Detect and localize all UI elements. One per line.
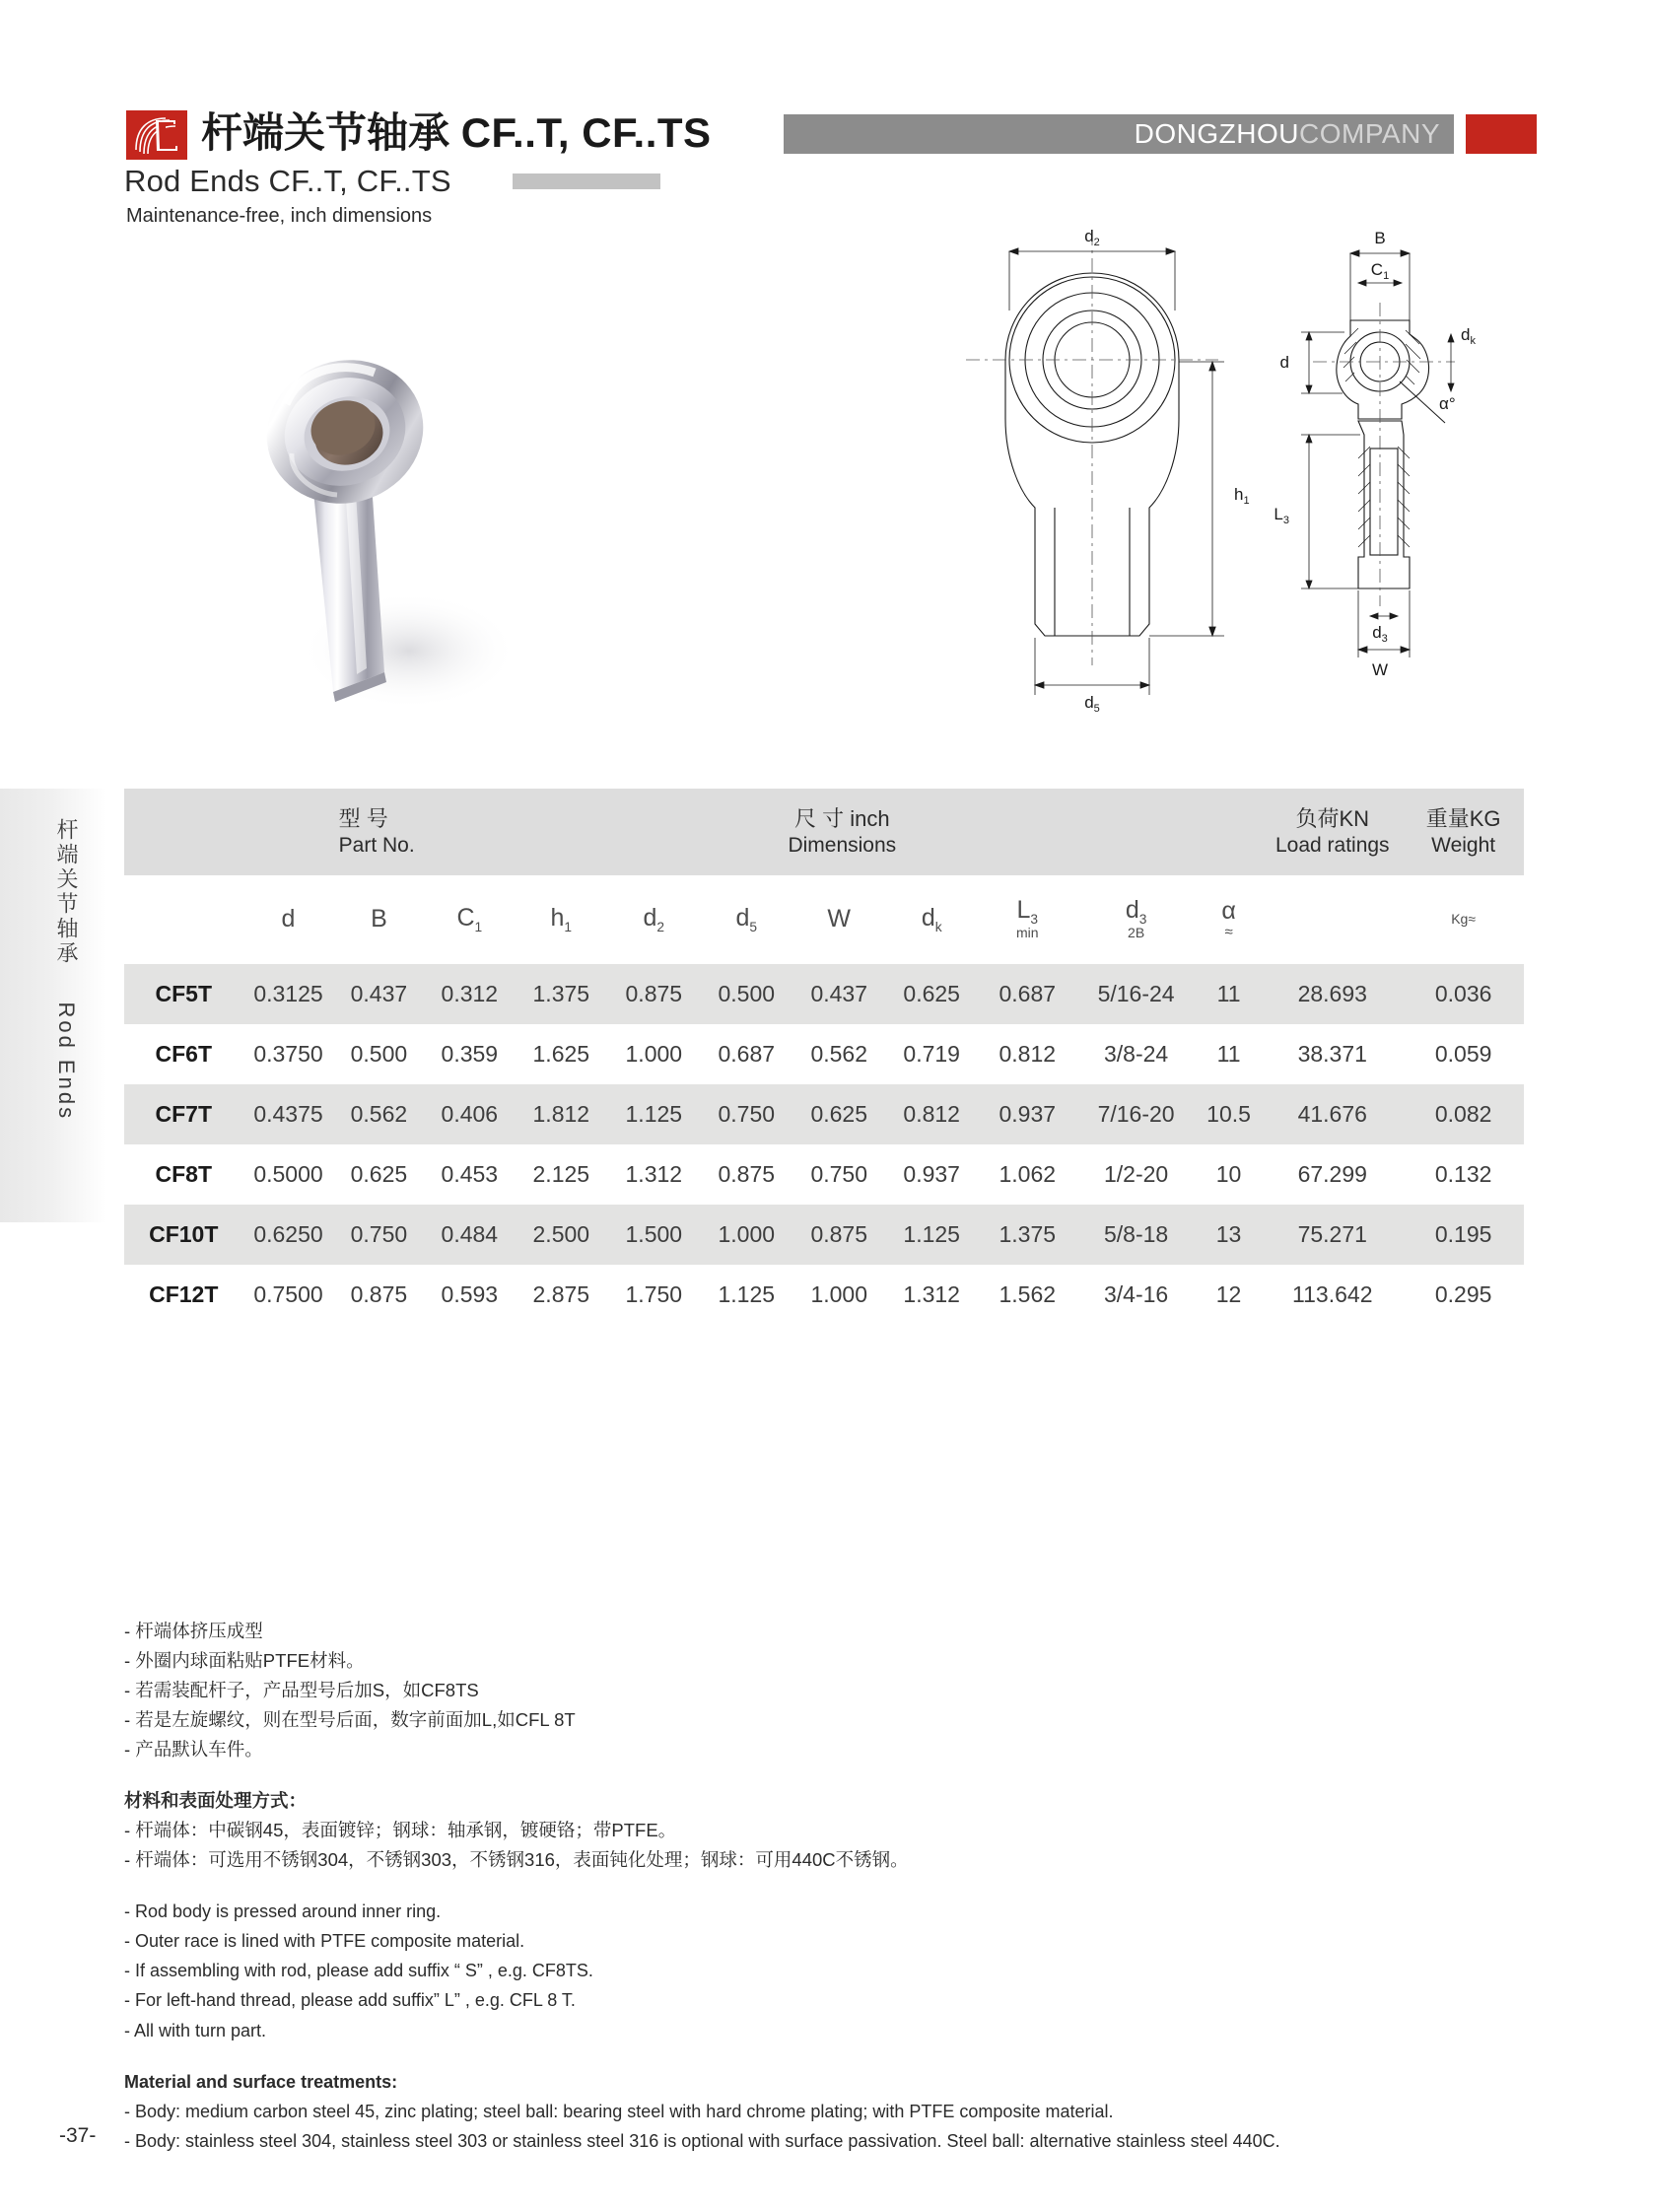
group-header-partno-en: Part No. <box>338 833 415 857</box>
cell-alpha: 10.5 <box>1206 1101 1251 1127</box>
page-number: -37- <box>59 2124 97 2147</box>
symbol-W: W <box>827 905 852 933</box>
symbol-alpha-approx: ≈ <box>1224 924 1233 941</box>
symbol-cell-load <box>1262 875 1403 964</box>
cell-L3: 1.562 <box>999 1281 1057 1307</box>
cell-B: 0.437 <box>350 981 408 1006</box>
note-en-mat-1: - Body: medium carbon steel 45, zinc plating; steel ball: bearing steel with hard chrome plating; with PTFE composite material. <box>124 2102 1114 2122</box>
cell-weight: 0.195 <box>1434 1221 1492 1247</box>
notes-spacer-2 <box>124 2045 1524 2067</box>
cell-alpha: 12 <box>1215 1281 1242 1307</box>
cell-d: 0.3750 <box>253 1041 323 1067</box>
cell-weight: 0.059 <box>1434 1041 1492 1067</box>
cell-L3: 0.812 <box>999 1041 1057 1067</box>
symbol-cell-weight <box>1403 875 1524 964</box>
symbol-cell-h1 <box>515 875 607 964</box>
symbol-d3-under: 2B <box>1128 925 1145 941</box>
cell-W: 0.437 <box>810 981 868 1006</box>
cell-dk: 0.812 <box>903 1101 960 1127</box>
brand-name <box>1135 118 1440 150</box>
group-header-weight-en: Weight <box>1431 833 1496 857</box>
note-en-heading: Material and surface treatments: <box>124 2071 398 2092</box>
notes-spacer <box>124 1875 1524 1897</box>
page-title-cn <box>201 101 712 160</box>
note-en-5: - All with turn part. <box>124 2020 267 2040</box>
technical-drawings <box>946 212 1518 764</box>
symbol-cell-d <box>243 875 334 964</box>
note-cn-4: - 若是左旋螺纹，则在型号后面，数字前面加L,如CFL 8T <box>124 1708 576 1730</box>
note-cn-3: - 若需装配杆子，产品型号后加S，如CF8TS <box>124 1679 479 1700</box>
cell-dk: 0.625 <box>903 981 960 1006</box>
section-tab-label <box>51 818 82 1121</box>
table-symbol-header-row <box>124 875 1524 964</box>
symbol-d5: d <box>735 903 750 932</box>
svg-text:d: d <box>1279 353 1289 372</box>
cell-d5: 0.687 <box>718 1041 776 1067</box>
cell-d3: 7/16-20 <box>1097 1101 1175 1127</box>
symbol-cell-d3 <box>1076 875 1196 964</box>
page-title-en: Rod Ends CF..T, CF..TS <box>124 164 451 198</box>
cell-d3: 5/8-18 <box>1103 1221 1169 1247</box>
cell-d3: 3/4-16 <box>1103 1281 1169 1307</box>
title-code: CF..T, CF..TS <box>460 109 712 156</box>
cell-L3: 0.687 <box>999 981 1057 1006</box>
cell-W: 1.000 <box>810 1281 868 1307</box>
cell-W: 0.875 <box>810 1221 868 1247</box>
svg-text:d2: $d_2$ <box>1084 227 1100 248</box>
cell-C1: 0.312 <box>441 981 499 1006</box>
brand-name-primary: DONGZHOU <box>1134 118 1299 149</box>
symbol-cell-C1 <box>424 875 515 964</box>
cell-d2: 1.500 <box>625 1221 683 1247</box>
cell-dk: 1.312 <box>903 1281 960 1307</box>
table-row[interactable] <box>124 964 1524 1024</box>
cell-d5: 1.125 <box>718 1281 776 1307</box>
cell-B: 0.562 <box>350 1101 408 1127</box>
product-photo <box>227 325 522 739</box>
note-en-3: - If assembling with rod, please add suffix “ S” , e.g. CF8TS. <box>124 1961 593 1981</box>
symbol-cell-d5 <box>700 875 792 964</box>
symbol-alpha: α <box>1221 896 1236 925</box>
table-group-header-row <box>124 789 1524 875</box>
symbol-cell-B <box>333 875 424 964</box>
group-header-spacer <box>1076 789 1262 875</box>
group-header-partno <box>124 789 607 875</box>
group-header-dimensions <box>607 789 1076 875</box>
cell-L3: 1.375 <box>999 1221 1057 1247</box>
section-tab <box>0 789 106 1222</box>
cell-h1: 1.625 <box>532 1041 590 1067</box>
note-en-4: - For left-hand thread, please add suffix” L” , e.g. CFL 8 T. <box>124 1990 576 2011</box>
cell-d5: 0.875 <box>718 1161 776 1187</box>
cell-h1: 2.125 <box>532 1161 590 1187</box>
symbol-cell-d2 <box>607 875 700 964</box>
symbol-C: C <box>456 903 475 932</box>
note-cn-mat-1: - 杆端体：中碳钢45，表面镀锌；钢球：轴承钢，镀硬铬；带PTFE。 <box>124 1819 677 1840</box>
cell-d: 0.3125 <box>253 981 323 1006</box>
brand-bar <box>784 114 1454 154</box>
group-header-load-en: Load ratings <box>1274 833 1390 857</box>
svg-text:dk: $d_k$ <box>1461 325 1476 347</box>
svg-text:C1: $C_1$ <box>1370 260 1390 282</box>
cell-C1: 0.359 <box>441 1041 499 1067</box>
cell-B: 0.875 <box>350 1281 408 1307</box>
cell-load: 75.271 <box>1297 1221 1367 1247</box>
table-row[interactable] <box>124 1024 1524 1084</box>
table-body <box>124 964 1524 1325</box>
section-tab-label-en: Rod Ends <box>54 1002 79 1122</box>
table-row[interactable] <box>124 1265 1524 1325</box>
section-tab-label-cn: 杆端关节轴承 <box>54 818 79 966</box>
group-header-partno-cn: 型 号 <box>338 806 388 832</box>
cell-alpha: 11 <box>1216 1041 1241 1067</box>
note-cn-5: - 产品默认车件。 <box>124 1738 263 1760</box>
cell-weight: 0.132 <box>1434 1161 1492 1187</box>
symbol-d3-sub: 3 <box>1138 911 1147 927</box>
cell-h1: 1.812 <box>532 1101 590 1127</box>
cell-d: 0.7500 <box>253 1281 323 1307</box>
cell-load: 41.676 <box>1297 1101 1367 1127</box>
symbol-cell-blank <box>124 875 243 964</box>
symbol-h: h <box>550 903 565 932</box>
cell-dk: 1.125 <box>903 1221 960 1247</box>
title-underline-bar <box>513 173 660 189</box>
symbol-B: B <box>371 905 387 933</box>
symbol-L: L <box>1016 895 1031 924</box>
symbol-cell-alpha <box>1196 875 1262 964</box>
cell-d2: 1.312 <box>625 1161 683 1187</box>
note-en-1: - Rod body is pressed around inner ring. <box>124 1901 442 1921</box>
brand-accent-block <box>1466 114 1537 154</box>
cell-d2: 1.750 <box>625 1281 683 1307</box>
cell-d: 0.6250 <box>253 1221 323 1247</box>
cell-weight: 0.295 <box>1434 1281 1492 1307</box>
symbol-dk-sub: k <box>934 919 942 934</box>
cell-B: 0.625 <box>350 1161 408 1187</box>
svg-text:α°: α° <box>1439 394 1456 413</box>
cell-d5: 0.750 <box>718 1101 776 1127</box>
symbol-d2: d <box>643 903 657 932</box>
cell-d: 0.5000 <box>253 1161 323 1187</box>
cell-W: 0.625 <box>810 1101 868 1127</box>
dongzhou-logo-icon <box>126 110 187 160</box>
cell-dk: 0.719 <box>903 1041 960 1067</box>
symbol-h-sub: 1 <box>564 919 573 934</box>
cell-W: 0.562 <box>810 1041 868 1067</box>
cell-load: 38.371 <box>1297 1041 1367 1067</box>
cell-part-no: CF12T <box>149 1281 219 1307</box>
note-cn-2: - 外圈内球面粘贴PTFE材料。 <box>124 1649 365 1671</box>
cell-alpha: 10 <box>1215 1161 1242 1187</box>
cell-load: 28.693 <box>1297 981 1367 1006</box>
cell-load: 67.299 <box>1297 1161 1367 1187</box>
svg-text:d5: $d_5$ <box>1084 693 1100 715</box>
table-row[interactable] <box>124 1084 1524 1144</box>
svg-text:L3: $L_3$ <box>1274 505 1289 526</box>
note-cn-heading: 材料和表面处理方式： <box>124 1789 308 1811</box>
symbol-cell-L3 <box>978 875 1076 964</box>
symbol-d3: d <box>1125 895 1139 924</box>
cell-d5: 1.000 <box>718 1221 776 1247</box>
svg-text:W: W <box>1371 660 1389 679</box>
cell-d2: 1.125 <box>625 1101 683 1127</box>
symbol-L-sub: 3 <box>1030 911 1039 927</box>
cell-alpha: 11 <box>1216 981 1241 1006</box>
cell-part-no: CF6T <box>155 1041 213 1067</box>
cell-d5: 0.500 <box>718 981 776 1006</box>
note-cn-1: - 杆端体挤压成型 <box>124 1621 263 1641</box>
note-cn-mat-2: - 杆端体：可选用不锈钢304，不锈钢303，不锈钢316，表面钝化处理；钢球：可用440C不锈钢。 <box>124 1848 909 1870</box>
svg-text:h1: $h_1$ <box>1234 485 1250 507</box>
cell-d2: 0.875 <box>625 981 683 1006</box>
cell-W: 0.750 <box>810 1161 868 1187</box>
cell-d: 0.4375 <box>253 1101 323 1127</box>
cell-h1: 1.375 <box>532 981 590 1006</box>
svg-text:B: B <box>1374 229 1386 247</box>
cell-B: 0.500 <box>350 1041 408 1067</box>
group-header-load-ratings <box>1262 789 1403 875</box>
symbol-weight-unit: Kg≈ <box>1451 911 1477 927</box>
cell-dk: 0.937 <box>903 1161 960 1187</box>
cell-L3: 0.937 <box>999 1101 1057 1127</box>
symbol-d2-sub: 2 <box>656 919 665 934</box>
page-subtitle-en: Maintenance-free, inch dimensions <box>126 205 433 227</box>
specification-table <box>124 789 1524 1325</box>
cell-weight: 0.082 <box>1434 1101 1492 1127</box>
notes-section <box>124 1617 1524 2157</box>
symbol-L-under: min <box>1015 925 1039 941</box>
symbol-C-sub: 1 <box>474 919 483 934</box>
cell-B: 0.750 <box>350 1221 408 1247</box>
group-header-dimensions-en: Dimensions <box>788 833 897 857</box>
group-header-weight <box>1403 789 1524 875</box>
group-header-dimensions-cn: 尺 寸 inch <box>794 806 890 832</box>
cell-C1: 0.484 <box>441 1221 499 1247</box>
table-row[interactable] <box>124 1144 1524 1205</box>
cell-weight: 0.036 <box>1434 981 1492 1006</box>
table-row[interactable] <box>124 1205 1524 1265</box>
svg-text:d3: $d_3$ <box>1372 623 1388 645</box>
cell-d3: 1/2-20 <box>1103 1161 1169 1187</box>
cell-C1: 0.593 <box>441 1281 499 1307</box>
symbol-cell-W <box>792 875 885 964</box>
symbol-d5-sub: 5 <box>749 919 758 934</box>
group-header-load-cn: 负荷KN <box>1295 806 1370 832</box>
specification-table-wrap <box>124 789 1524 1325</box>
cell-h1: 2.875 <box>532 1281 590 1307</box>
cell-part-no: CF8T <box>155 1161 213 1187</box>
cell-L3: 1.062 <box>999 1161 1057 1187</box>
title-cn-text: 杆端关节轴承 <box>201 109 450 156</box>
group-header-weight-cn: 重量KG <box>1425 806 1501 832</box>
symbol-d: d <box>281 905 296 933</box>
cell-part-no: CF10T <box>149 1221 219 1247</box>
cell-alpha: 13 <box>1215 1221 1242 1247</box>
cell-part-no: CF7T <box>155 1101 213 1127</box>
cell-d3: 3/8-24 <box>1103 1041 1169 1067</box>
note-en-mat-2: - Body: stainless steel 304, stainless steel 303 or stainless steel 316 is optional with surface passivation. Steel ball: alternative stainless steel 440C. <box>124 2131 1280 2152</box>
cell-C1: 0.406 <box>441 1101 499 1127</box>
cell-d3: 5/16-24 <box>1097 981 1175 1006</box>
cell-load: 113.642 <box>1292 1281 1373 1307</box>
cell-d2: 1.000 <box>625 1041 683 1067</box>
cell-h1: 2.500 <box>532 1221 590 1247</box>
cell-part-no: CF5T <box>155 981 213 1006</box>
symbol-dk: d <box>921 903 935 932</box>
symbol-cell-dk <box>885 875 978 964</box>
brand-name-secondary: COMPANY <box>1299 118 1440 149</box>
cell-C1: 0.453 <box>441 1161 499 1187</box>
note-en-2: - Outer race is lined with PTFE composite material. <box>124 1930 525 1951</box>
